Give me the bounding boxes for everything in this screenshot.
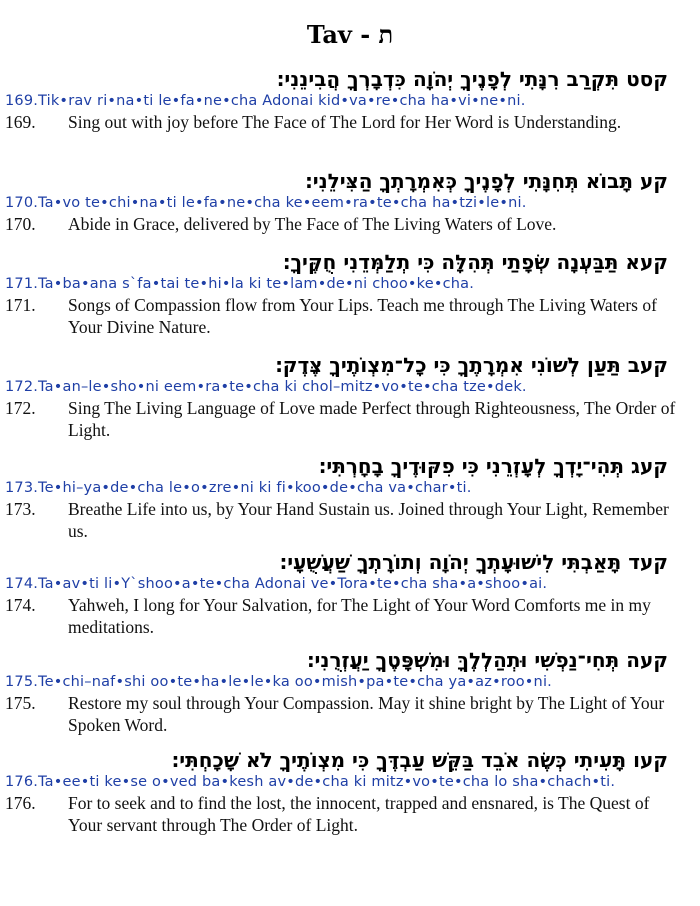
verse-hebrew: קעה תְּחִי־נַפְשִׁי וּתְהַלְלֶךָּ וּמִשְׁפָּטֶךָ יַעֲזְרֻנִי׃ — [307, 648, 668, 672]
verse-number: 176. — [5, 774, 39, 790]
verse-number: 170. — [5, 214, 36, 234]
verse-transliteration — [0, 378, 700, 397]
verse-transliteration — [0, 773, 700, 792]
verse-transliteration-text: Tik•rav ri•na•ti le•fa•ne•cha Adonai kid•va•re•cha ha•vi•ne•ni. — [38, 93, 526, 109]
verse-number: 176. — [5, 793, 36, 813]
verse-hebrew: קעג תְּהִי־יָדְךָ לְעָזְרֵנִי כִּי פִקּוּדֶיךָ בָחָרְתִּי׃ — [318, 454, 668, 478]
verse-english — [0, 692, 700, 736]
verse-172 — [0, 352, 700, 441]
verse-english — [0, 792, 700, 836]
verse-176 — [0, 747, 700, 836]
verse-169 — [0, 66, 700, 133]
verse-english — [0, 294, 700, 338]
verse-175 — [0, 647, 700, 736]
verse-number: 172. — [5, 398, 36, 418]
verse-transliteration — [0, 479, 700, 498]
verse-number: 173. — [5, 499, 36, 519]
verse-english — [0, 397, 700, 441]
verse-hebrew: קעד תָּאַבְתִּי לִישׁוּעָתְךָ יְהֹוָה וְתוֹרָתְךָ שַׁעֲשֻׁעָי׃ — [279, 550, 668, 574]
verse-transliteration-text: Ta•av•ti li•Y`shoo•a•te•cha Adonai ve•Tora•te•cha sha•a•shoo•ai. — [38, 576, 548, 592]
verse-english — [0, 498, 700, 542]
verse-english — [0, 594, 700, 638]
verse-transliteration — [0, 194, 700, 213]
verse-english-text: Sing out with joy before The Face of The Lord for Her Word is Understanding. — [68, 112, 622, 132]
verse-number: 172. — [5, 379, 39, 395]
verse-number: 170. — [5, 195, 39, 211]
verse-number: 171. — [5, 295, 36, 315]
verse-transliteration — [0, 575, 700, 594]
verse-transliteration — [0, 275, 700, 294]
verse-number: 174. — [5, 576, 39, 592]
verse-english — [0, 213, 700, 235]
verse-hebrew: קעא תַּבַּעְנָה שְׂפָתַי תְּהִלָּה כִּי תְלַמְּדֵנִי חֻקֶּיךָ׃ — [283, 250, 668, 274]
verse-english-text: Breathe Life into us, by Your Hand Sustain us. Joined through Your Light, Remember us. — [68, 499, 669, 541]
verse-number: 173. — [5, 480, 39, 496]
verse-number: 171. — [5, 276, 39, 292]
verse-hebrew: קע תָּבוֹא תְּחִנָּתִי לְפָנֶיךָ כְּאִמְרָתְךָ הַצִּילֵנִי׃ — [305, 169, 668, 193]
verse-english-text: Songs of Compassion flow from Your Lips. Teach me through The Living Waters of Your Divine Nature. — [68, 295, 657, 337]
verse-number: 174. — [5, 595, 36, 615]
verse-transliteration-text: Te•chi–naf•shi oo•te•ha•le•le•ka oo•mish•pa•te•cha ya•az•roo•ni. — [38, 674, 552, 690]
verse-171 — [0, 249, 700, 338]
verse-english-text: Abide in Grace, delivered by The Face of The Living Waters of Love. — [68, 214, 557, 234]
verse-hebrew: קסט תִּקְרַב רִנָּתִי לְפָנֶיךָ יְהֹוָה כִּדְבָרְךָ הֲבִינֵנִי׃ — [276, 67, 668, 91]
verse-english-text: Sing The Living Language of Love made Perfect through Righteousness, The Order of Light. — [68, 398, 676, 440]
verse-transliteration — [0, 92, 700, 111]
verse-number: 175. — [5, 674, 39, 690]
verse-number: 175. — [5, 693, 36, 713]
verse-transliteration-text: Te•hi–ya•de•cha le•o•zre•ni ki fi•koo•de•cha va•char•ti. — [38, 480, 472, 496]
verse-transliteration-text: Ta•vo te•chi•na•ti le•fa•ne•cha ke•eem•ra•te•cha ha•tzi•le•ni. — [38, 195, 527, 211]
verse-170 — [0, 168, 700, 235]
verse-number: 169. — [5, 112, 36, 132]
verse-hebrew: קעב תַּעַן לְשׁוֹנִי אִמְרָתֶךָ כִּי כָל־מִצְוֺתֶיךָ צֶּדֶק׃ — [275, 353, 668, 377]
verse-english — [0, 111, 700, 133]
page-title: Tav - ת — [306, 20, 394, 49]
verse-english-text: Restore my soul through Your Compassion. May it shine bright by The Light of Your Spoken Word. — [68, 693, 665, 735]
verse-transliteration-text: Ta•ba•ana s`fa•tai te•hi•la ki te•lam•de•ni choo•ke•cha. — [38, 276, 475, 292]
verse-transliteration-text: Ta•an–le•sho•ni eem•ra•te•cha ki chol–mitz•vo•te•cha tze•dek. — [38, 379, 527, 395]
verse-english-text: For to seek and to find the lost, the innocent, trapped and ensnared, is The Quest of Your servant through The Order of Light. — [68, 793, 650, 835]
verse-transliteration — [0, 673, 700, 692]
verse-173 — [0, 453, 700, 542]
verse-hebrew: קעו תָּעִיתִי כְּשֶׂה אֹבֵד בַּקֵּשׁ עַבְדֶּךָ כִּי מִצְוֺתֶיךָ לֹא שָׁכָחְתִּי׃ — [171, 748, 668, 772]
verse-174 — [0, 549, 700, 638]
verse-transliteration-text: Ta•ee•ti ke•se o•ved ba•kesh av•de•cha ki mitz•vo•te•cha lo sha•chach•ti. — [38, 774, 616, 790]
verse-english-text: Yahweh, I long for Your Salvation, for The Light of Your Word Comforts me in my meditations. — [68, 595, 651, 637]
verse-number: 169. — [5, 93, 39, 109]
